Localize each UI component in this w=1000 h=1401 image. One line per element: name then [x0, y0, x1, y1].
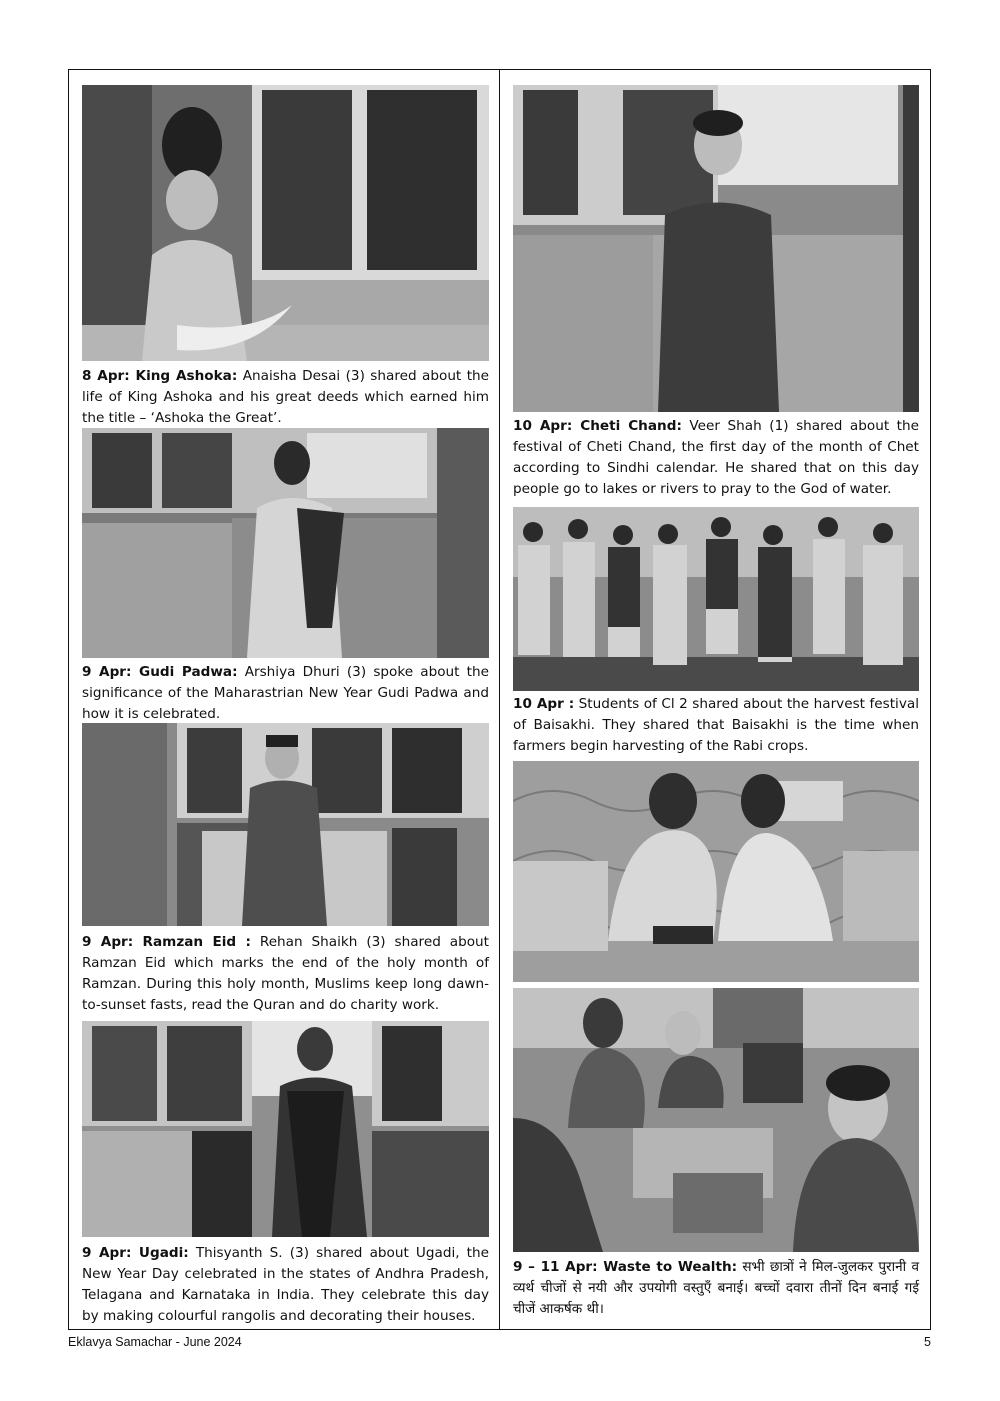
- caption-cheti-chand: [513, 416, 919, 500]
- caption-gudi-padwa: [82, 662, 489, 725]
- caption-text: Rehan Shaikh (3) shared about Ramzan Eid which marks the end of the holy month of Ramzan. During this holy month, Muslims keep long dawn-to-sunset fasts, read the Quran and do charity work.: [82, 934, 489, 1013]
- children-crafting-waste-photo: [513, 761, 919, 982]
- caption-title: 8 Apr: King Ashoka:: [82, 368, 238, 384]
- caption-text: Students of Cl 2 shared about the harvest festival of Baisakhi. They shared that Baisakhi is the time when farmers begin harvesting of the Rabi crops.: [513, 696, 919, 754]
- caption-ramzan-eid: [82, 932, 489, 1016]
- page-number: 5: [924, 1335, 931, 1349]
- caption-text: Arshiya Dhuri (3) spoke about the significance of the Maharastrian New Year Gudi Padwa and how it is celebrated.: [82, 664, 489, 722]
- caption-baisakhi: [513, 694, 919, 757]
- caption-text: Thisyanth S. (3) shared about Ugadi, the New Year Day celebrated in the states of Andhra Pradesh, Telagana and Karnataka in India. They celebrate this day by making colourful rangolis and decorating their houses.: [82, 1245, 489, 1324]
- caption-title: 9 Apr: Ramzan Eid :: [82, 934, 251, 950]
- column-divider: [499, 69, 500, 1330]
- students-group-baisakhi-photo: [513, 507, 919, 691]
- student-kurta-glasses-speech-photo: [513, 85, 919, 412]
- caption-waste-to-wealth: [513, 1257, 919, 1320]
- caption-title: 9 – 11 Apr: Waste to Wealth:: [513, 1259, 738, 1275]
- caption-text: सभी छात्रों ने मिल-जुलकर पुरानी व व्यर्थ चीजों से नयी और उपयोगी वस्तुएँ बनाई। बच्चों दवारा तीनों दिन बनाई गई चीजें आकर्षक थी।: [513, 1259, 919, 1317]
- caption-text: Anaisha Desai (3) shared about the life of King Ashoka and his great deeds which earned him the title – ‘Ashoka the Great’.: [82, 368, 490, 426]
- caption-title: 9 Apr: Gudi Padwa:: [82, 664, 238, 680]
- caption-ugadi: [82, 1243, 489, 1327]
- student-kurta-cap-speech-photo: [82, 723, 489, 926]
- student-costume-speech-photo: [82, 85, 489, 361]
- publication-footer: Eklavya Samachar - June 2024: [68, 1335, 242, 1349]
- caption-text: Veer Shah (1) shared about the festival of Cheti Chand, the first day of the month of Chet according to Sindhi calendar. He shared that on this day people go to lakes or rivers to pray to the God of water.: [513, 418, 919, 497]
- caption-king-ashoka: [82, 366, 489, 429]
- caption-title: 10 Apr :: [513, 696, 575, 712]
- student-saree-speech-photo: [82, 428, 489, 658]
- caption-title: 10 Apr: Cheti Chand:: [513, 418, 682, 434]
- children-waste-to-wealth-photo: [513, 988, 919, 1252]
- caption-title: 9 Apr: Ugadi:: [82, 1245, 189, 1261]
- student-sherwani-speech-photo: [82, 1021, 489, 1237]
